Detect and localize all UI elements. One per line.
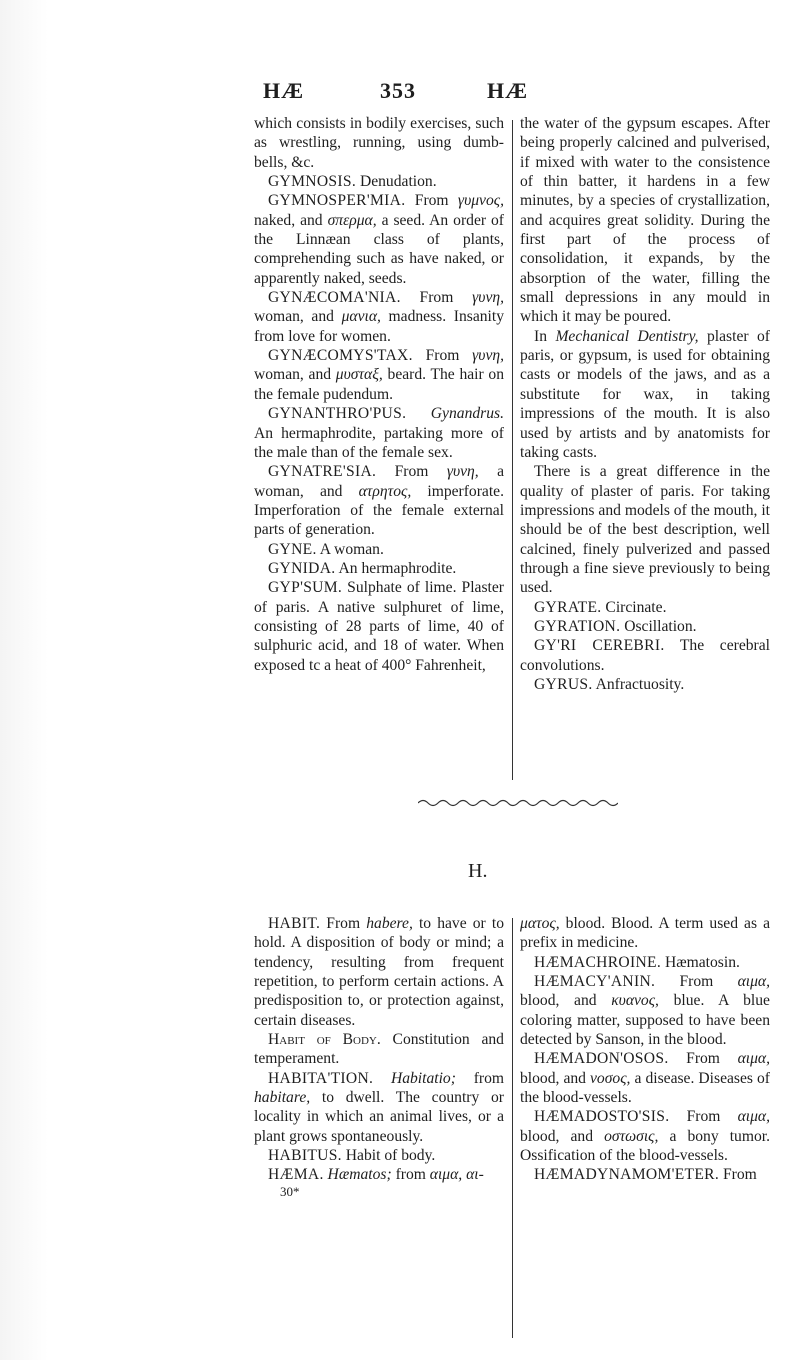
wavy-separator [418,798,618,808]
greek-word: αιμα, [737,973,770,991]
definition: Constitution and temperament. [254,1031,504,1068]
headword: GYNIDA. [268,559,336,577]
entry-gynaecomania [254,288,504,346]
headword: GYNE. [268,540,317,558]
latin-word: habitare, [254,1089,311,1107]
greek-word: γυμνος, [457,192,504,210]
definition: An hermaphrodite, partaking more of the male than of the female sex. [254,424,504,461]
headword: GYRATE. [534,598,602,616]
page-edge-shadow [0,0,48,1360]
definition: From [320,915,367,932]
headword: GYNATRE'SIA. [268,463,377,481]
page-number: 353 [380,78,416,103]
column-top-left [254,114,504,675]
entry-habitus [254,1146,504,1165]
column-top-right [520,114,770,694]
entry-haema [254,1165,504,1184]
headword: HABITA'TION. [268,1069,374,1087]
column-bottom-right [520,914,770,1185]
entry-haemadostosis [520,1107,770,1165]
greek-word: κυανος, [611,992,659,1010]
entry-habit-of-body [254,1030,504,1069]
entry-gynatresia [254,462,504,539]
definition: to have or to hold. A disposition of body or mind; a tendency, resulting from frequent repetition, to perform certain actions. A predisposition to, or protection against, certain diseases. [254,915,504,1029]
headword: HABIT. [268,915,321,932]
headword: HABITUS. [268,1147,342,1165]
definition: a disease. Diseases of the blood-vessels. [520,1069,771,1107]
column-rule-top [512,120,513,780]
definition: Sulphate of lime. Plaster of paris. A native sulphuret of lime, consisting of 28 parts of lime, 40 of sulphuric acid, and 18 of water. When exposed tc a heat of 400° Fahrenheit, [254,579,504,674]
entry-gyne [254,540,504,559]
headword: Habit of Body. [268,1031,381,1049]
headword: GYNANTHRO'PUS. [268,405,407,423]
signature-mark: 30* [280,1183,300,1199]
definition: Hæmatosin. [661,953,740,971]
greek-word: ατρητος, [358,482,412,500]
greek-word: αιμα, [737,1050,770,1068]
paragraph-text: In [534,327,556,345]
paragraph-plaster-quality: There is a great difference in the quality of plaster of paris. For taking impressions and models of the mouth, it should be of the best description, well calcined, finely pulverized and passed through a fine sieve previously to being used. [520,463,770,597]
headword: GYRUS. [534,675,593,693]
continued-text: which consists in bodily exercises, such as wrestling, running, using dumb-bells, &c. [254,115,504,171]
headword: HÆMADYNAMOM'ETER. [534,1166,720,1184]
headword: GY'RI CEREBRI. [534,637,665,655]
paragraph-mechanical-dentistry [520,327,770,462]
definition: From [668,1050,738,1068]
latin-word: habere, [366,915,413,932]
entry-habit [254,914,504,1030]
latin-word: Habitatio; [373,1069,456,1087]
headword: HÆMADON'OSOS. [534,1050,669,1068]
greek-word: γυνη, [472,347,504,365]
definition: From [376,463,447,481]
definition: from [391,1166,430,1184]
definition: From [400,289,473,307]
entry-haemadonosos [520,1049,770,1107]
headword: GYMNOSIS. [268,173,357,191]
definition: A woman. [316,540,384,558]
headword: GYNÆCOMYS'TAX. [268,347,413,365]
definition: woman, and [254,366,336,384]
headword: HÆMACHROINE. [534,953,662,971]
headword: HÆMA. [268,1166,324,1184]
definition: blood, and [520,992,612,1010]
headword: GYNÆCOMA'NIA. [268,289,401,307]
entry-haemachroine [520,953,770,972]
greek-word: οστωσις, [604,1127,659,1145]
definition: Oscillation. [620,617,697,635]
headword: HÆMADOSTO'SIS. [534,1108,670,1126]
entry-haemacyanin [520,972,770,1049]
greek-word: γυνη, [446,463,479,481]
entry-habitation [254,1069,504,1146]
definition: Anfractuosity. [592,675,685,693]
headword: GYP'SUM. [268,579,343,597]
definition: From [669,1108,738,1126]
paragraph-text: plaster of paris, or gypsum, is used for obtaining casts or models of the jaws, and as a substitute for wax, in taking impressions of the mouth. It is also used by artists and by anatomists for taking casts. [520,327,771,461]
entry-gynaecomystax [254,346,504,404]
entry-gyrus [520,675,770,694]
section-letter-heading: H. [468,860,488,882]
latin-word: Hæmatos; [323,1166,392,1184]
headword: GYRATION. [534,617,621,635]
definition: imperforate. Imperforation of the female external parts of generation. [254,482,504,539]
greek-word: γυνη, [472,289,504,307]
entry-gymnospermia [254,191,504,288]
continued-text [520,914,770,953]
entry-haemadynamometer [520,1165,770,1184]
entry-gyrate [520,598,770,617]
definition: From [405,192,458,210]
definition: An hermaphrodite. [335,559,457,577]
definition: Denudation. [356,173,437,191]
definition: blood, and [520,1069,591,1087]
greek-word: σπερμα, [327,211,377,229]
entry-gyration [520,617,770,636]
entry-gypsum [254,578,504,675]
definition: From [719,1166,757,1184]
italic-term: Mechanical Dentistry, [555,327,699,345]
definition: woman, and [254,308,342,326]
definition: blood. Blood. A term used as a prefix in medicine. [520,915,770,952]
running-head-left: HÆ [263,78,305,103]
greek-word: αιμα, [737,1108,770,1126]
column-bottom-left [254,914,504,1199]
definition: Habit of body. [341,1147,436,1165]
definition: madness. Insanity from love for women. [254,308,504,345]
synonym: Gynandrus. [406,405,504,423]
definition: a woman, and [254,463,504,500]
definition: From [412,347,473,365]
definition: a bony tumor. Ossification of the blood-vessels. [520,1127,771,1165]
definition: blood, and [520,1127,605,1145]
headword: GYMNOSPER'MIA. [268,192,406,210]
definition: The cerebral convolutions. [520,637,770,674]
definition: blue. A blue coloring matter, supposed to have been detected by Sanson, in the blood. [520,992,770,1049]
entry-gynida [254,559,504,578]
column-rule-bottom [512,918,513,1338]
entry-gynanthropus [254,404,504,462]
definition: from [455,1069,504,1087]
greek-word: νοσος, [590,1069,631,1087]
definition: Circinate. [601,598,667,616]
definition: to dwell. The country or locality in which an animal lives, or a plant grows spontaneously. [254,1089,504,1145]
entry-gyri-cerebri [520,636,770,675]
greek-word: μυσταξ, [335,366,383,384]
definition: From [655,973,738,991]
greek-word: ματος, [520,915,560,932]
continued-text: the water of the gypsum escapes. After being properly calcined and pulverised, if mixed with water to the consistence of thin batter, it hardens in a few minutes, by a species of crystallization, and acquires great solidity. During the first part of the process of consolidation, it expands, by the absorption of the water, filling the small depressions in any mould in which it may be poured. [520,115,770,326]
definition: a seed. An order of the Linnæan class of plants, comprehending such as have naked, or apparently naked, seeds. [254,211,504,287]
greek-word: μανια, [341,308,381,326]
greek-word: αιμα, αι- [429,1166,484,1184]
headword: HÆMACY'ANIN. [534,973,656,991]
definition: naked, and [254,211,328,229]
definition: beard. The hair on the female pudendum. [254,366,504,403]
running-head-right: HÆ [487,78,529,103]
entry-gymnosis [254,172,504,191]
